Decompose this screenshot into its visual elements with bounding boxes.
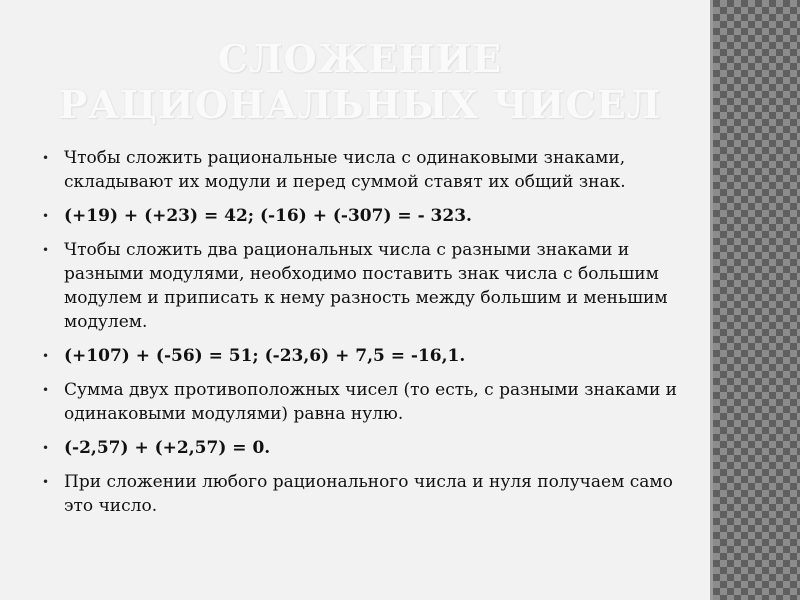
bullet-icon: • — [42, 441, 50, 455]
bullet-icon: • — [42, 349, 50, 363]
example-formula: (+107) + (-56) = 51; (-23,6) + 7,5 = -16,1. — [64, 346, 466, 366]
list-item — [42, 204, 682, 228]
list-item — [42, 146, 682, 194]
decorative-pattern-strip — [710, 0, 800, 600]
bullet-list — [42, 146, 682, 528]
rule-text: Чтобы сложить рациональные числа с одинаковыми знаками, складывают их модули и перед суммой ставят их общий знак. — [64, 148, 626, 192]
bullet-icon: • — [42, 243, 50, 257]
rule-text: Сумма двух противоположных чисел (то есть, с разными знаками и одинаковыми модулями) равна нулю. — [64, 380, 678, 424]
list-item — [42, 436, 682, 460]
example-formula: (-2,57) + (+2,57) = 0. — [64, 438, 271, 458]
bullet-icon: • — [42, 209, 50, 223]
list-item — [42, 470, 682, 518]
rule-text: Чтобы сложить два рациональных числа с разными знаками и разными модулями, необходимо поставить знак числа с большим модулем и приписать к нему разность между большим и меньшим модулем. — [64, 240, 668, 332]
bullet-icon: • — [42, 383, 50, 397]
list-item — [42, 238, 682, 334]
list-item — [42, 378, 682, 426]
slide-title — [20, 36, 700, 128]
bullet-icon: • — [42, 475, 50, 489]
example-formula: (+19) + (+23) = 42; (-16) + (-307) = - 323. — [64, 206, 472, 226]
slide-title-line-1: СЛОЖЕНИЕ — [217, 36, 503, 81]
list-item — [42, 344, 682, 368]
slide-title-line-2: РАЦИОНАЛЬНЫХ ЧИСЕЛ — [58, 82, 662, 127]
rule-text: При сложении любого рационального числа и нуля получаем само это число. — [64, 472, 673, 516]
bullet-icon: • — [42, 151, 50, 165]
